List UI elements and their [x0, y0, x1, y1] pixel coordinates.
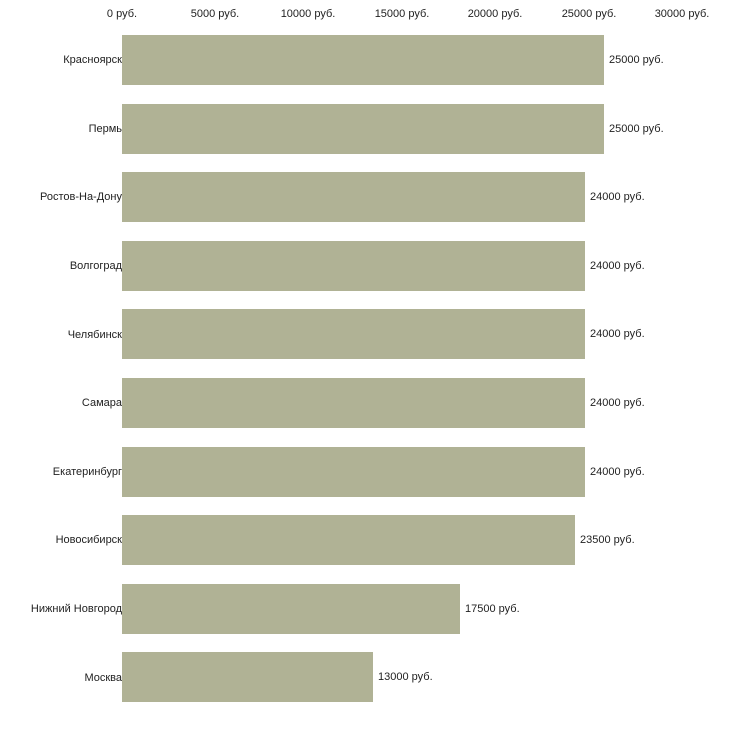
bar-container	[122, 309, 682, 359]
bar[interactable]	[122, 378, 585, 428]
bar-container	[122, 104, 682, 154]
bar-row	[0, 575, 730, 644]
bar-container	[122, 378, 682, 428]
category-label: Челябинск	[67, 328, 122, 341]
bar-row	[0, 369, 730, 438]
category-label: Новосибирск	[55, 534, 122, 547]
plot-area	[0, 26, 730, 712]
category-label: Волгоград	[69, 260, 122, 273]
x-axis-tick-5: 25000 руб.	[561, 8, 617, 20]
bar[interactable]	[122, 172, 585, 222]
bar[interactable]	[122, 447, 585, 497]
bar[interactable]	[122, 584, 460, 634]
bar[interactable]	[122, 241, 585, 291]
bar-value-label: 24000 руб.	[590, 465, 645, 478]
bar[interactable]	[122, 652, 373, 702]
bar-row	[0, 643, 730, 712]
bar-value-label: 24000 руб.	[590, 397, 645, 409]
bar-container	[122, 447, 682, 497]
x-axis-tick-4: 20000 руб.	[467, 8, 523, 20]
x-axis-tick-1: 5000 руб.	[190, 8, 240, 20]
bar-value-label: 25000 руб.	[609, 122, 664, 135]
bar-value-label: 24000 руб.	[590, 259, 645, 272]
bar[interactable]	[122, 515, 575, 565]
bar-container	[122, 172, 682, 222]
x-axis-tick-0: 0 руб.	[106, 8, 138, 20]
bar-value-label: 24000 руб.	[590, 191, 645, 204]
category-label: Екатеринбург	[52, 465, 122, 478]
bar-container	[122, 515, 682, 565]
category-label: Красноярск	[63, 54, 122, 67]
category-label: Москва	[84, 671, 122, 684]
bar-row	[0, 95, 730, 164]
bar[interactable]	[122, 104, 604, 154]
category-label: Ростов-На-Дону	[39, 191, 122, 204]
bar-container	[122, 652, 682, 702]
bar-row	[0, 300, 730, 369]
bar[interactable]	[122, 309, 585, 359]
x-axis-tick-6: 30000 руб.	[654, 8, 710, 20]
bar-row	[0, 163, 730, 232]
bar-row	[0, 26, 730, 95]
bar[interactable]	[122, 35, 604, 85]
bar-row	[0, 506, 730, 575]
category-label: Нижний Новгород	[30, 603, 122, 616]
bar-value-label: 13000 руб.	[378, 671, 433, 684]
x-axis-top	[0, 0, 730, 26]
bar-row	[0, 438, 730, 507]
bar-row	[0, 232, 730, 301]
bar-container	[122, 584, 682, 634]
bar-value-label: 23500 руб.	[580, 534, 635, 547]
bar-value-label: 25000 руб.	[609, 54, 664, 66]
bar-value-label: 24000 руб.	[590, 328, 645, 341]
category-label: Самара	[81, 397, 122, 410]
x-axis-tick-3: 15000 руб.	[374, 8, 430, 20]
bar-container	[122, 241, 682, 291]
x-axis-tick-2: 10000 руб.	[280, 8, 336, 20]
bar-value-label: 17500 руб.	[465, 602, 520, 615]
bar-container	[122, 35, 682, 85]
category-label: Пермь	[88, 122, 122, 135]
